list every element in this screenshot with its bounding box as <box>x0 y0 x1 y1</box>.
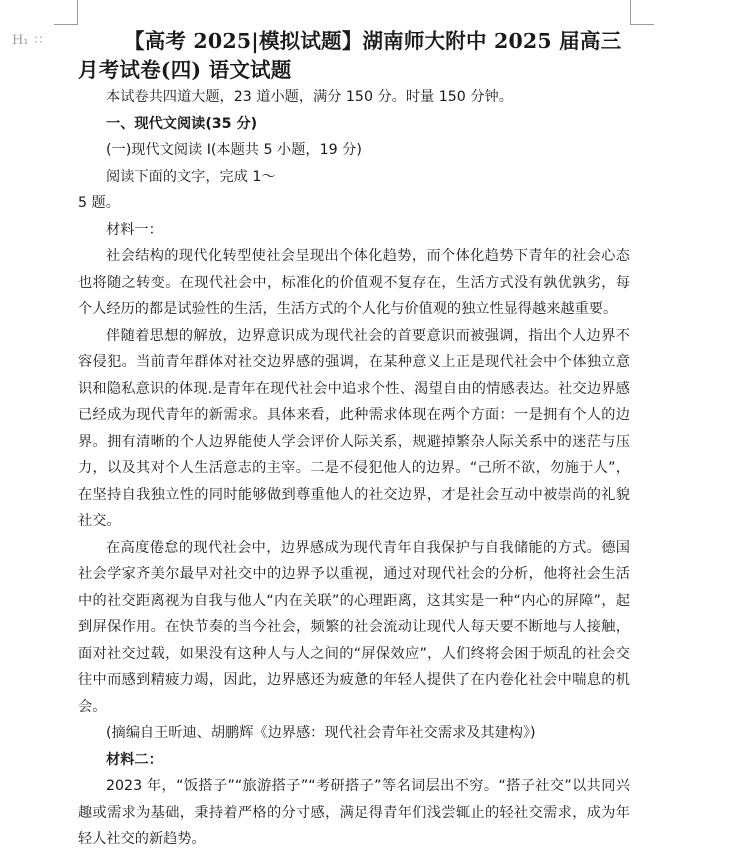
subsection-heading: (一)现代文阅读 I(本题共 5 小题，19 分) <box>106 142 362 158</box>
paragraph: 2023 年，“饭搭子”“旅游搭子”“考研搭子”等名词层出不穷。“搭子社交”以共同兴趣或需求为基础，秉持着严格的分寸感，满足得青年们浅尝辄止的轻社交需求，成为年轻人社交的新趋势。 <box>78 778 630 847</box>
material-two-label: 材料二： <box>106 751 163 768</box>
reading-instruction-continued: 5 题。 <box>78 195 120 211</box>
document-body <box>78 84 630 853</box>
crop-mark-top-left-horizontal <box>54 24 78 25</box>
material-one-label: 材料一： <box>106 221 163 238</box>
document-title <box>78 27 638 85</box>
drag-handle-icon[interactable]: ∷ <box>34 33 42 47</box>
exam-intro: 本试卷共四道大题，23 道小题，满分 150 分。时量 150 分钟。 <box>106 89 513 105</box>
paragraph: 社会结构的现代化转型使社会呈现出个体化趋势，而个体化趋势下青年的社会心态也将随之转变。在现代社会中，标准化的价值观不复存在，生活方式没有孰优孰劣，每个人经历的都是试验性的生活，生活方式的个人化与价值观的独立性显得越来越重要。 <box>78 248 630 317</box>
heading-level-icon: H₁ <box>12 32 29 48</box>
crop-mark-top-right-vertical <box>630 0 631 24</box>
reading-instruction: 阅读下面的文字，完成 1～ <box>106 168 276 185</box>
crop-mark-top-right-horizontal <box>630 24 654 25</box>
paragraph: 在高度倦怠的现代社会中，边界感成为现代青年自我保护与自我储能的方式。德国社会学家齐美尔最早对社交中的边界予以重视，通过对现代社会的分析，他将社会生活中的社交距离视为自我与他人“内在关联”的心理距离，这其实是一种“内心的屏障”，起到屏保作用。在快节奏的当今社会，频繁的社会流动让现代人每天要不断地与人接触，面对社交过载，如果没有这种人与人之间的“屏保效应”，人们终将会困于烦乱的社会交往中而感到精疲力竭，因此，边界感还为疲惫的年轻人提供了在内卷化社会中喘息的机会。 <box>78 539 630 715</box>
document-title-text: 【高考 2025|模拟试题】湖南师大附中 2025 届高三月考试卷(四) 语文试题 <box>78 29 622 82</box>
citation: (摘编自王昕迪、胡鹏辉《边界感：现代社会青年社交需求及其建构》) <box>106 725 536 741</box>
crop-mark-top-left-vertical <box>77 0 78 24</box>
heading-block-handle[interactable] <box>12 31 45 49</box>
section-heading: 一、现代文阅读(35 分) <box>106 115 258 132</box>
paragraph: 伴随着思想的解放，边界意识成为现代社会的首要意识而被强调，指出个人边界不容侵犯。当前青年群体对社交边界感的强调，在某种意义上正是现代社会中个体独立意识和隐私意识的体现.是青年在现代社会中追求个性、渴望自由的情感表达。社交边界感已经成为现代青年的新需求。具体来看，此种需求体现在两个方面：一是拥有个人的边界。拥有清晰的个人边界能使人学会评价人际关系，规避掉繁杂人际关系中的迷茫与压力，以及其对个人生活意志的主宰。二是不侵犯他人的边界。“己所不欲，勿施于人”，在坚持自我独立性的同时能够做到尊重他人的社交边界，才是社会互动中被崇尚的礼貌社交。 <box>78 327 630 529</box>
